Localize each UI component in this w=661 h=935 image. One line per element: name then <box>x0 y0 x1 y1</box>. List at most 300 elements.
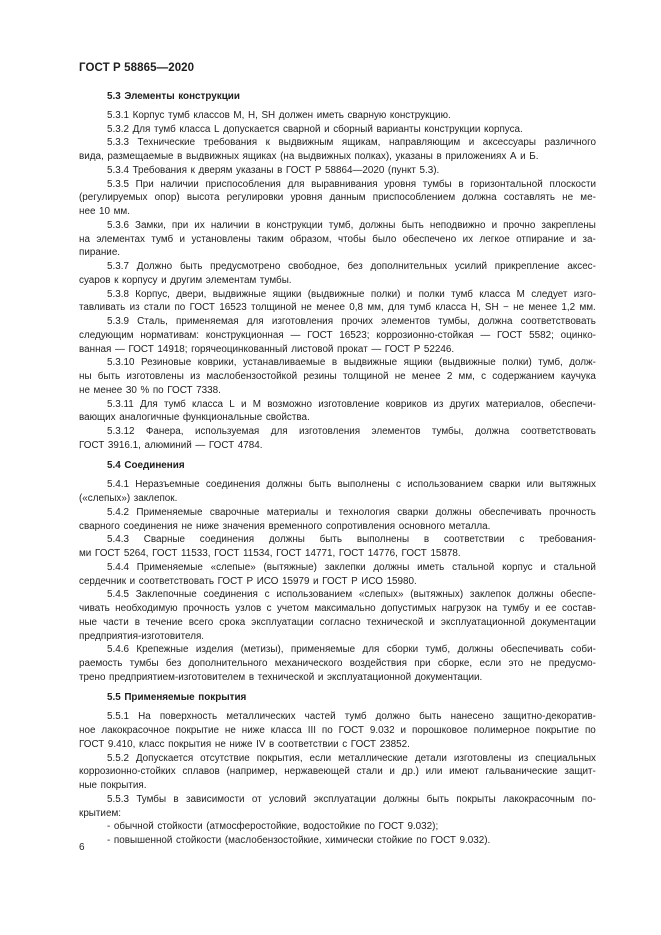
word: за- <box>582 233 596 245</box>
word: иметь <box>316 109 344 121</box>
word: документации. <box>414 671 483 683</box>
word: Для <box>132 123 151 135</box>
word: и <box>534 603 541 614</box>
text-line <box>79 561 596 575</box>
word: (метизы), <box>240 644 284 656</box>
word: легкое <box>479 233 510 245</box>
word: возможно <box>267 398 312 410</box>
word: др.) <box>401 766 419 778</box>
word: ящики <box>272 288 302 300</box>
word: тумб <box>451 288 473 300</box>
word: с <box>396 479 401 491</box>
word: горизонтальной <box>470 178 543 190</box>
word: свойства. <box>265 412 310 424</box>
word: ящики <box>403 357 433 369</box>
word: корпусу <box>122 274 158 286</box>
word: условий <box>269 793 307 805</box>
word: течение <box>146 616 183 628</box>
word: алюминий <box>144 439 192 451</box>
word: ящикам, <box>341 137 381 149</box>
word: других <box>449 398 480 410</box>
word: эксплуатации <box>251 616 314 628</box>
word: толщиной <box>251 302 297 314</box>
text-line <box>79 260 596 274</box>
word: тумб, <box>425 644 451 656</box>
word: узлов <box>235 603 262 614</box>
word: «слепые» <box>210 561 256 573</box>
word: должны <box>435 506 472 518</box>
word: на <box>79 233 90 245</box>
word: прочно <box>503 219 536 231</box>
word: Б. <box>529 151 539 162</box>
word: к <box>190 164 195 176</box>
word: указаны <box>236 164 274 176</box>
word: ГОСТ <box>384 343 411 355</box>
word: поверхность <box>159 711 218 723</box>
word: соответствовать <box>520 316 596 327</box>
word: изготовлены <box>453 752 512 764</box>
word: изготовления <box>271 316 334 327</box>
word: (выдвижные <box>438 357 496 369</box>
word: Технические <box>137 137 196 149</box>
text-line <box>79 150 596 164</box>
word: не <box>224 725 236 736</box>
word: воздействия <box>349 658 407 669</box>
text-line <box>79 164 596 178</box>
word: и <box>324 123 330 135</box>
text-line <box>79 478 596 492</box>
word: сборки <box>386 644 419 656</box>
word: основного <box>398 520 446 532</box>
word: аксессуары <box>482 137 536 149</box>
word: 5.3.9 <box>107 316 129 327</box>
word: ГОСТ <box>189 302 215 314</box>
word: по <box>416 835 428 846</box>
word: уровня <box>384 178 417 190</box>
word: ИСО <box>256 575 279 587</box>
word: тавливать <box>79 302 126 314</box>
word: мм, <box>367 302 384 314</box>
word: эксплуатации <box>313 793 376 805</box>
word: быть <box>401 219 424 231</box>
word: к <box>265 137 270 149</box>
word: сварки <box>397 506 429 518</box>
word: - <box>107 835 111 846</box>
word: в <box>331 357 338 369</box>
word: частей <box>304 711 336 723</box>
word: ящиках <box>242 151 277 162</box>
word: двери, <box>176 288 207 300</box>
word: («слепых») <box>79 493 131 504</box>
text-line <box>79 233 596 247</box>
word: сборный <box>333 123 373 135</box>
word: применяемая <box>176 316 239 327</box>
word: и <box>570 233 577 245</box>
word: приспособления <box>205 178 281 190</box>
word: должны <box>266 479 303 491</box>
word: Заклепочные <box>135 589 197 601</box>
text-line <box>79 398 596 412</box>
word: суаров <box>79 274 111 286</box>
word: значения <box>222 520 265 532</box>
word: 5.3.1 <box>107 109 129 121</box>
word: для <box>387 302 405 314</box>
word: тумбу <box>502 603 530 614</box>
word: тумбы. <box>259 274 292 286</box>
word: 30 <box>125 384 137 396</box>
word: ми <box>79 548 92 559</box>
word: из <box>129 302 140 314</box>
word: — <box>195 439 206 451</box>
word: Резиновые <box>140 357 192 369</box>
word: заклепки <box>324 561 366 573</box>
word: в <box>436 151 442 162</box>
word: обычной <box>113 821 154 833</box>
word: 4784. <box>237 439 263 451</box>
word: не <box>513 302 525 314</box>
word: тумб <box>409 302 431 314</box>
word: должны <box>268 534 305 546</box>
word: по <box>364 821 375 833</box>
word: не <box>562 192 574 204</box>
word: L <box>229 398 235 410</box>
word: быть <box>426 793 450 805</box>
word: − <box>502 302 509 314</box>
word: класса <box>435 302 467 314</box>
word: дополнительных <box>370 261 448 272</box>
word: Р <box>351 575 358 587</box>
word: в <box>277 164 283 176</box>
word: 5.4.2 <box>107 506 129 518</box>
word: тумб <box>344 711 367 723</box>
word: покрытия, <box>256 752 303 764</box>
word: временного <box>268 520 323 532</box>
word: не <box>530 658 542 669</box>
text-line <box>79 425 596 439</box>
section-heading <box>79 691 596 705</box>
word: нанесено <box>450 711 494 723</box>
word: сопротивления <box>325 520 396 532</box>
word: требования- <box>539 534 596 546</box>
word: 9.032 <box>369 725 395 736</box>
word: тумбы, <box>438 316 470 327</box>
word: обеспечивать <box>478 506 542 518</box>
word: 9.032); <box>407 821 439 833</box>
word: предприятием-изготовителем <box>109 671 246 683</box>
word: тумбы <box>422 178 452 190</box>
word: конструкции <box>178 91 240 102</box>
word: ГОСТ <box>338 548 365 559</box>
word: 7338. <box>196 384 221 396</box>
word: чивать <box>79 603 110 614</box>
word: 14918; <box>157 343 188 355</box>
word: вида, <box>79 151 104 162</box>
word: класса <box>479 288 511 300</box>
word: ГОСТ <box>307 329 333 341</box>
word: горячеоцинкованный <box>191 343 288 355</box>
word: ГОСТ <box>285 164 312 176</box>
word: 3916.1, <box>107 439 141 451</box>
word: предусмотрено <box>210 261 281 272</box>
word: 16523 <box>219 302 247 314</box>
word: менее <box>93 384 123 396</box>
word: в <box>248 671 255 683</box>
word: 5582; <box>529 329 554 341</box>
word: М <box>252 398 261 410</box>
word: с <box>342 738 348 750</box>
text-line <box>79 575 596 589</box>
word: прочих <box>341 316 373 327</box>
word: 5.3.10 <box>107 357 135 369</box>
word: 15979 <box>281 575 310 587</box>
word: ГОСТ <box>79 738 105 750</box>
word: защитно-декоратив- <box>503 711 596 723</box>
word: было <box>372 233 397 245</box>
word: с <box>266 603 272 614</box>
word: и <box>520 151 526 162</box>
word: должен <box>278 109 314 121</box>
text-line <box>79 315 596 329</box>
word: М <box>516 288 525 300</box>
word: заклепок <box>469 589 511 601</box>
word: быть <box>97 371 121 382</box>
word: механического <box>274 658 343 669</box>
word: полки <box>418 288 445 300</box>
word: и <box>317 671 324 683</box>
word: 11533, <box>181 548 211 559</box>
word: это <box>508 658 524 669</box>
word: нее <box>79 206 96 217</box>
word: от <box>251 793 262 805</box>
word: ГОСТ <box>152 548 178 559</box>
word: 5.4.4 <box>107 561 129 573</box>
word: для <box>287 178 305 190</box>
word: быть <box>308 479 332 491</box>
word: коррозионно-стойких <box>79 766 176 778</box>
word: менее <box>411 371 441 382</box>
word: с <box>519 534 525 546</box>
word: ГОСТ <box>338 725 364 736</box>
word: функциональные <box>182 412 263 424</box>
word: прикрепление <box>494 261 560 272</box>
word: и <box>429 616 435 628</box>
page-number: 6 <box>79 842 85 853</box>
word: применяемые <box>290 644 356 656</box>
word: специальных <box>535 752 596 764</box>
word: прочность <box>549 506 596 518</box>
text-line <box>79 671 596 685</box>
word: покрытия <box>168 738 212 750</box>
word: данным <box>329 192 366 204</box>
word: прокат <box>337 343 368 355</box>
word: если <box>479 658 502 669</box>
text-line <box>79 356 596 370</box>
text-line <box>79 506 596 520</box>
word: эксплуатационной <box>440 616 526 628</box>
word: с <box>264 589 270 601</box>
word: металла. <box>448 520 491 532</box>
text-line <box>79 370 596 384</box>
word: допускается <box>223 123 280 135</box>
word: (регулируемых <box>79 192 148 204</box>
word: покрыты <box>456 793 496 805</box>
word: должна <box>478 316 513 327</box>
word: ГОСТ <box>128 343 154 355</box>
word: соединения <box>199 534 255 546</box>
word: выравнивания <box>311 178 378 190</box>
text-line <box>79 219 596 233</box>
word: прочность <box>182 603 230 614</box>
word: конструкции <box>266 219 323 231</box>
word: используемая <box>194 426 260 437</box>
word: учетом <box>276 603 309 614</box>
word: порошковое <box>411 725 468 736</box>
word: в <box>269 738 275 750</box>
word: Корпус <box>132 109 165 121</box>
word: в <box>173 793 179 805</box>
word: (вытяжные) <box>263 561 317 573</box>
word: (вытяжных) <box>410 589 464 601</box>
text-line <box>79 274 596 288</box>
word: 5.4 <box>107 459 121 471</box>
page-header-standard-code: ГОСТ Р 58865—2020 <box>79 62 195 74</box>
word: IV <box>256 738 266 750</box>
word: обеспечи- <box>550 398 596 410</box>
word: быть <box>319 534 343 546</box>
word: Неразъемные <box>135 479 200 491</box>
text-line <box>79 643 596 657</box>
document-body <box>79 90 596 848</box>
word: 9.410, <box>107 738 136 750</box>
word: тумбы <box>129 658 159 669</box>
word: Тумбы <box>136 793 167 805</box>
word: тумб, <box>538 357 563 369</box>
word: нормативам: <box>140 329 200 341</box>
word: при <box>171 219 189 231</box>
word: для <box>362 644 380 656</box>
word: должны <box>383 793 420 805</box>
word: выдвижным <box>278 137 334 149</box>
word: использованием <box>407 479 484 491</box>
word: лакокрасочным <box>503 793 575 805</box>
word: выдвижных <box>185 151 239 162</box>
word: ГОСТ <box>217 575 243 587</box>
word: соединения <box>123 520 178 532</box>
word: эксплуатационной <box>327 671 412 683</box>
word: ГОСТ <box>79 439 105 451</box>
word: свободное, <box>288 261 340 272</box>
word: конструкционная <box>205 329 284 341</box>
word: Н, <box>248 109 258 121</box>
word: Крепежные <box>136 644 189 656</box>
word: изготовлены <box>126 371 184 382</box>
word: покрытие <box>535 725 580 736</box>
word: аксес- <box>567 261 596 272</box>
word: трено <box>79 671 106 683</box>
word: материалы <box>266 506 319 518</box>
word: — <box>114 343 125 355</box>
word: выдвижные <box>212 288 267 300</box>
word: ГОСТ <box>497 329 523 341</box>
word: ные <box>79 616 98 628</box>
word: и <box>179 233 186 245</box>
word: ГОСТ <box>350 738 377 750</box>
word: 1,2 <box>561 302 576 314</box>
word: ГОСТ <box>401 548 427 559</box>
word: и <box>241 398 247 410</box>
word: 5.3.2 <box>107 123 129 135</box>
text-line <box>79 765 596 779</box>
word: тумб <box>153 123 176 135</box>
word: соответствии <box>443 534 505 546</box>
word: наличии <box>210 219 250 231</box>
word: водостойкие <box>303 821 361 833</box>
word: М, <box>233 109 245 121</box>
word: ны <box>79 371 92 382</box>
word: части <box>103 616 129 628</box>
word: без <box>165 658 182 669</box>
text-line <box>79 724 596 738</box>
word: без <box>347 261 363 272</box>
word: ГОСТ <box>378 821 404 833</box>
word: коврики, <box>197 357 237 369</box>
text-line <box>79 246 596 260</box>
word: лакокрасочное <box>101 725 170 736</box>
word: ГОСТ <box>430 835 456 846</box>
word: оцинко- <box>560 329 596 341</box>
word: сварочные <box>209 506 260 518</box>
text-line <box>79 807 596 821</box>
word: Р <box>246 575 254 587</box>
word: необходимую <box>115 603 178 614</box>
word: элементов <box>381 316 431 327</box>
word: мм. <box>113 206 130 217</box>
text-line <box>79 288 596 302</box>
word: чтобы <box>338 233 366 245</box>
word: ГОСТ <box>214 548 240 559</box>
word: ГОСТ <box>167 384 193 396</box>
word: вытяжных <box>549 479 596 491</box>
word: — <box>290 329 301 341</box>
word: менее <box>528 302 558 314</box>
word: составлять <box>503 192 555 204</box>
word: (выдвижные <box>307 288 365 300</box>
word: класс <box>138 738 165 750</box>
word: по- <box>581 793 596 805</box>
word: 5.3). <box>419 164 440 176</box>
text-line <box>79 178 596 192</box>
text-line <box>79 602 596 616</box>
word: и <box>491 219 498 231</box>
word: 5.5 <box>107 691 121 703</box>
word: должны <box>457 644 494 656</box>
word: согласно <box>319 616 361 628</box>
word: стойкости <box>176 835 222 846</box>
word: L <box>214 123 220 135</box>
word: ГОСТ <box>94 548 121 559</box>
word: «слепых» <box>358 589 404 601</box>
word: в <box>458 178 464 190</box>
word: наличии <box>160 178 199 190</box>
word: 23852. <box>379 738 410 750</box>
word: изделия <box>195 644 234 656</box>
word: закреплены <box>541 219 596 231</box>
word: Н, <box>470 302 481 314</box>
word: должны <box>359 219 396 231</box>
word: по <box>152 384 164 396</box>
text-line <box>79 520 596 534</box>
word: стальной <box>553 561 596 573</box>
